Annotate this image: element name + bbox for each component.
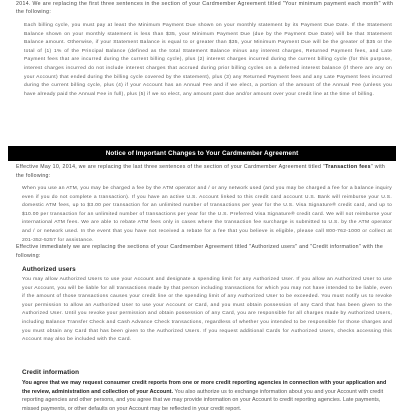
credit-information-bold: You agree that we may request consumer credit reports from one or more credit reporting agencies in connection with your application and the review, administration and collection of your Account. bbox=[22, 380, 387, 395]
authorized-users-paragraph: You may allow Authorized Users to use your Account and designate a spending limit for any Authorized User. If you allow an Authorized User to use your Account, you will be liable for all transactions made by that person including transactions for which you may not have intended to be liable, even if the amount of those transactions causes your credit line or the spending limit of any Authorized User to be exceeded. You must notify us to revoke your permission to allow an Authorized User to use your Account or Card, and you must obtain possession of any Card that has been given to the Authorized User. Until you revoke your permission and obtain possession of any Card, you are responsible for all charges made by Authorized Users, including Balance Transfer Check and Cash Advance Check transactions, regardless of whether you intended to be responsible for those charges and you must obtain any Card that has been given to the Authorized Users. If you request additional Cards for Authorized Users, checks accessing this Account may also be included with the Card. bbox=[22, 277, 392, 343]
credit-information-rest: You also authorize us to exchange information about you and your Account with credit reporting agencies and other persons, and you agree that we may provide information on your Account to credit reporting agencies. Late payments, missed payments, or other defaults on your Account may be reflected in your credit report. bbox=[22, 388, 384, 412]
lead-suffix: " with the following: bbox=[16, 164, 386, 179]
credit-information-heading: Credit information bbox=[22, 369, 80, 376]
transaction-fees-paragraph: When you use an ATM, you may be charged a fee by the ATM operator and / or any network used (and you may be charged a fee for a balance inquiry even if you do not complete a transaction). If you have an active U.S. Account linked to this credit card account U.S. Bank will reimburse your U.S. domestic ATM fees, up to $3.00 per transaction for an unlimited number of transactions per year for the U.S. Visa Signature® credit card, and up to $10.00 per transaction for an unlimited number of transactions per year for the U.S. Preferred Visa Signature® credit card. We will not reimburse your international ATM fees. We are able to rebate ATM fees only in cases where the transaction fee surcharge is submitted to U.S. by the ATM operator and / or network used. In the event that you have not received a rebate for a fee that you believe is eligible, please call 800-762-1000 or collect at 201-352-5257 for assistance. bbox=[22, 186, 392, 243]
transaction-fees-lead bbox=[16, 163, 392, 180]
lead-bold-term: Transaction fees bbox=[325, 164, 371, 170]
lead-prefix: Effective May 10, 2014, we are replacing the last three sentences of the section of your Cardmember Agreement titled " bbox=[16, 164, 326, 170]
authorized-users-heading: Authorized users bbox=[22, 266, 76, 273]
notice-banner-title: Notice of Important Changes to Your Cardmember Agreement bbox=[105, 150, 299, 157]
intro-text: 2014. We are replacing the first three sentences in the section of your Cardmember Agreement titled "Your minimum payment each month" with the following: bbox=[16, 1, 394, 16]
notice-banner bbox=[8, 146, 396, 161]
authorized-users-lead: Effective immediately we are replacing the sections of your Cardmember Agreement titled "Authorized users" and "Credit information" with the following: bbox=[16, 244, 384, 259]
credit-information-paragraph bbox=[22, 379, 392, 413]
minimum-payment-paragraph: Each billing cycle, you must pay at least the Minimum Payment Due shown on your monthly statement by its Payment Due Date. If the Statement Balance shown on your monthly statement is less than $35, your Minimum Payment Due (due by the Payment Due Date) will be that Statement Balance amount. Otherwise, if your Statement Balance is equal to or greater than $35, your Minimum Payment Due will be the greater of $35 or the total of (1) 1% of the Principal Balance (defined as the total Statement Balance minus any interest charges, Returned Payment fees, and Late Payment fees that are incurred during the current billing cycle), plus (2) interest charges incurred during the current billing cycle (for this purpose, interest charges incurred do not include interest charges that accrued during prior billing cycles on a deferred interest balance (if there are any on your Account) that ended during the billing cycle covered by the statement), plus (3) any Returned Payment fees and any Late Payment fees incurred during the current billing cycle, plus (4) if your Account has an Annual Fee and if we elect, a portion of the amount of the Annual Fee (unless you have already paid the Annual Fee in full), plus (5) if we so elect, any amount past due and/or amount over your credit line at the time of billing. bbox=[24, 23, 392, 97]
